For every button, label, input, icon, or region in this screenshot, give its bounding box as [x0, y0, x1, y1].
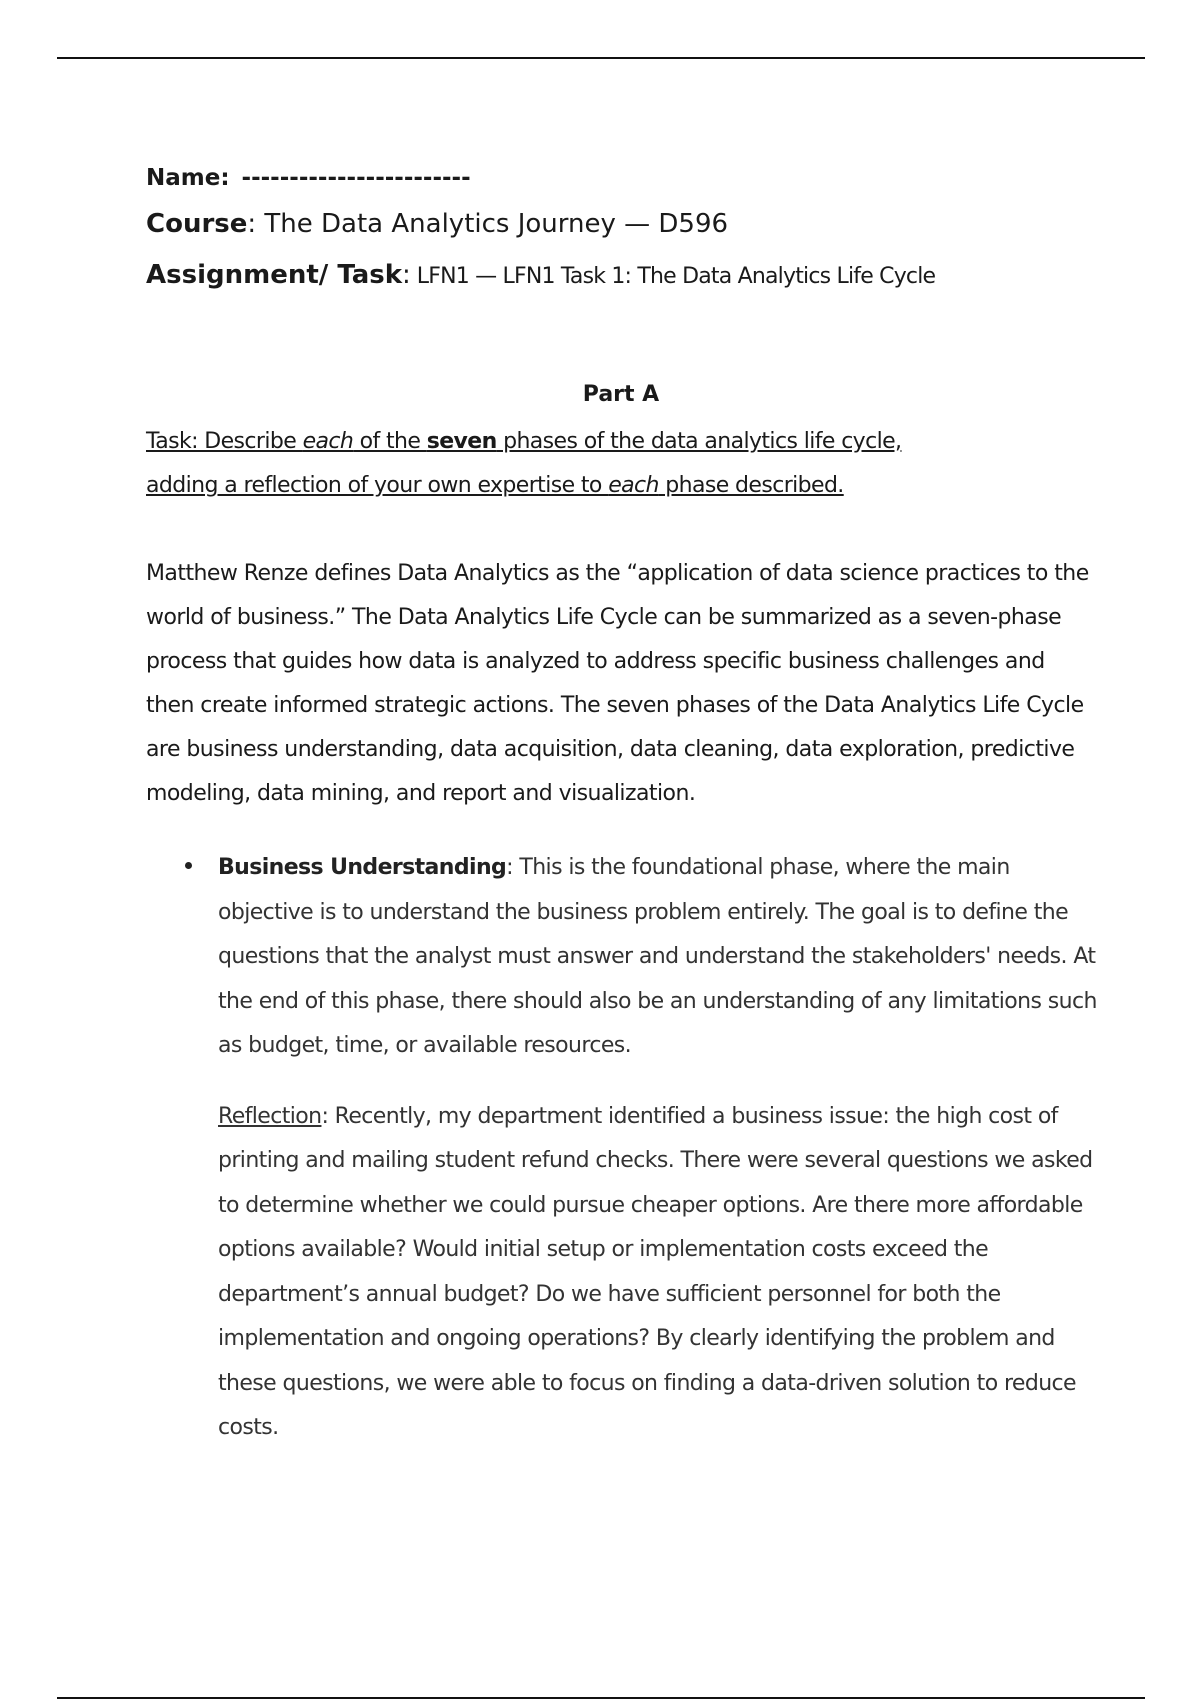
assignment-label: Assignment/ Task: [146, 260, 403, 290]
phase-term: Business Understanding: [218, 855, 507, 880]
course-line: [146, 198, 1096, 250]
task-instruction: [146, 420, 976, 508]
assignment-separator: :: [402, 260, 411, 290]
intro-paragraph: Matthew Renze defines Data Analytics as the “application of data science practices to the world of business.” The Data Analytics Life Cycle can be summarized as a seven-phase process that guides how data is analyzed to address specific business challenges and then create informed strategic actions. The seven phases of the Data Analytics Life Cycle are business understanding, data acquisition, data cleaning, data exploration, predictive modeling, data mining, and report and visualization.: [146, 561, 1089, 806]
task-emphasis-seven: seven: [426, 429, 497, 454]
task-text-4: phase described.: [658, 473, 844, 498]
bullet-icon: [185, 862, 192, 869]
document-body: [146, 158, 1096, 1451]
phase-description: [218, 846, 1098, 1069]
task-text-3: phases of the data analytics life cycle, adding a reflection of your own expertise to: [146, 429, 902, 498]
reflection-text: : Recently, my department identified a business issue: the high cost of printing and mailing student refund checks. There were several questions we asked to determine whether we could pursue cheaper options. Are there more affordable options available? Would initial setup or implementation costs exceed the department’s annual budget? Do we have sufficient personnel for both the implementation and ongoing operations? By clearly identifying the problem and these questions, we were able to focus on finding a data-driven solution to reduce costs.: [218, 1103, 1093, 1440]
reflection-label: Reflection: [218, 1103, 322, 1129]
bottom-rule: [57, 1697, 1145, 1699]
assignment-line: [146, 250, 1096, 300]
part-heading: Part A: [582, 382, 660, 407]
name-label: Name:: [146, 165, 230, 191]
task-text-1: Task: Describe: [146, 429, 303, 454]
top-rule: [57, 57, 1145, 59]
name-value: ------------------------: [241, 165, 471, 191]
task-emphasis-each-2: each: [608, 473, 659, 498]
course-value: : The Data Analytics Journey — D596: [247, 209, 729, 239]
assignment-value: LFN1 — LFN1 Task 1: The Data Analytics Life Cycle: [416, 264, 936, 289]
task-emphasis-each-1: each: [302, 429, 354, 454]
name-line: [146, 158, 1096, 198]
task-text-2: of the: [353, 429, 427, 454]
phase-description-text: : This is the foundational phase, where the main objective is to understand the business problem entirely. The goal is to define the questions that the analyst must answer and understand the stakeholders' needs. At the end of this phase, there should also be an understanding of any limitations such as budget, time, or available resources.: [218, 855, 1097, 1058]
phase-item: [146, 846, 1096, 1451]
phase-reflection: [218, 1095, 1098, 1451]
course-label: Course: [146, 209, 248, 239]
